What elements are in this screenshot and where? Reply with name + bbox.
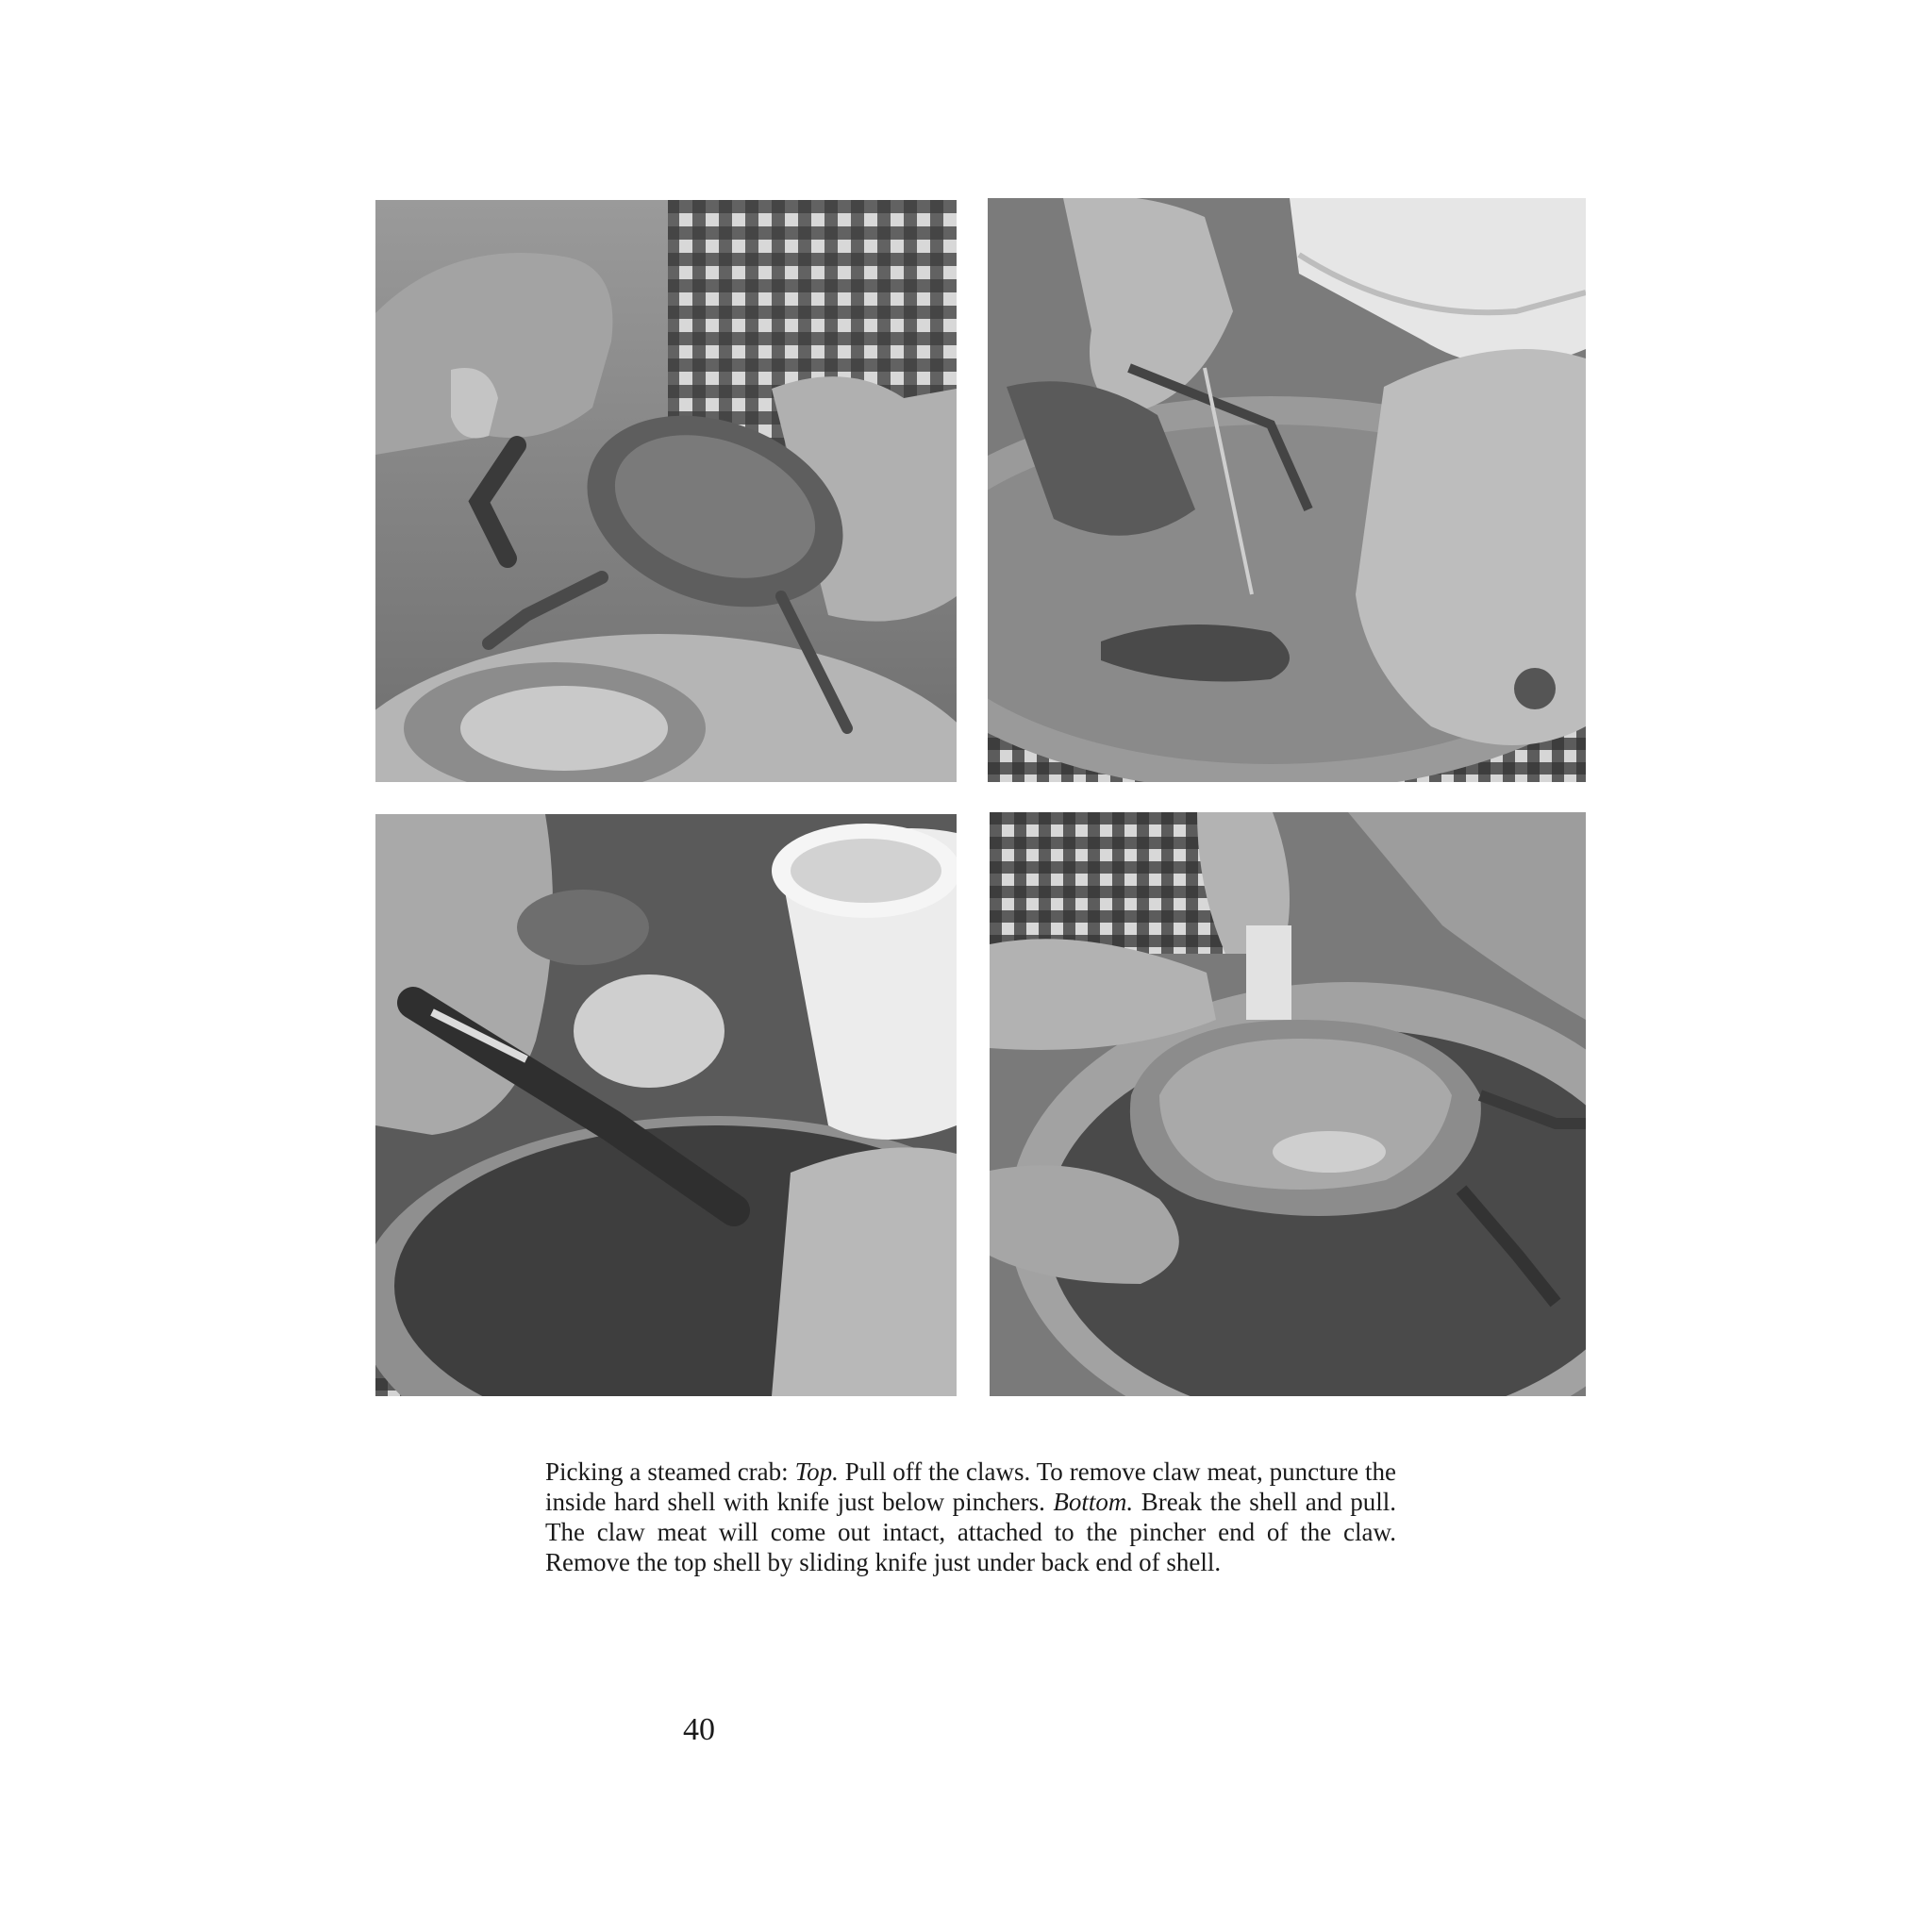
- crab-claw-pull-photo: [375, 200, 957, 782]
- claw-knife-puncture-photo: [988, 198, 1586, 782]
- figure-caption: [545, 1457, 1396, 1577]
- shell-break-pull-photo: [375, 814, 957, 1396]
- photo-bottom-left: [375, 814, 957, 1396]
- caption-bottom-text: Break the shell and pull. The claw meat will come out intact, attached to the pincher end of the claw. Remove the top shell by sliding knife just under back end of shell.: [545, 1488, 1396, 1576]
- photo-top-left: [375, 200, 957, 782]
- page-number: 40: [683, 1712, 715, 1747]
- photo-top-right: [988, 198, 1586, 782]
- caption-lead: Picking a steamed crab:: [545, 1457, 795, 1486]
- caption-top-label: Top.: [794, 1457, 839, 1486]
- caption-bottom-label: Bottom.: [1053, 1488, 1134, 1516]
- top-shell-knife-photo: [990, 812, 1586, 1396]
- caption-top-text: Pull off the claws. To remove claw meat, puncture the inside hard shell with knife just below pinchers.: [545, 1457, 1396, 1516]
- photo-bottom-right: [990, 812, 1586, 1396]
